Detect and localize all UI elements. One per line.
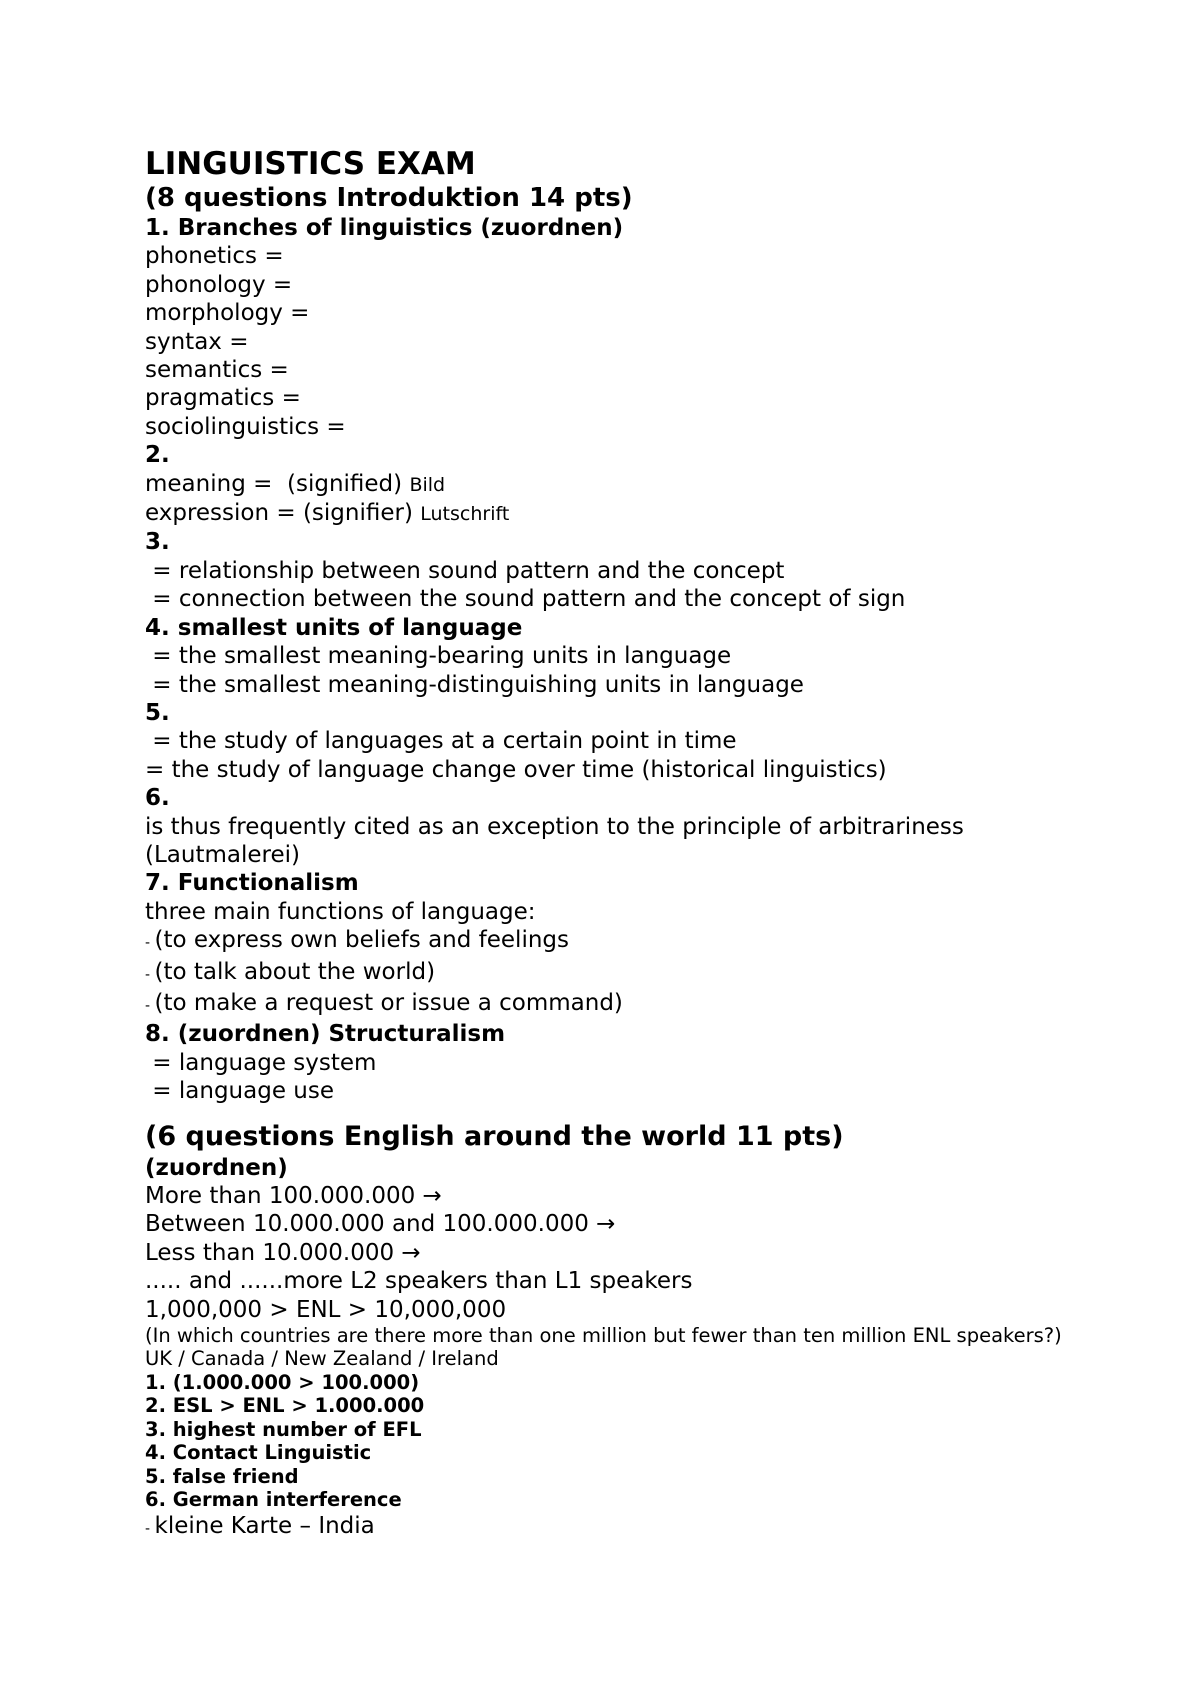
section2-answer: 5. false friend (145, 1464, 299, 1488)
section2-countries: UK / Canada / New Zealand / Ireland (145, 1347, 499, 1371)
section2-answer: 6. German interference (145, 1488, 402, 1512)
q1-item: syntax = (145, 328, 249, 355)
q1-item: morphology = (145, 300, 310, 327)
q2-line (145, 470, 1165, 499)
section2-last-text: kleine Karte – India (154, 1512, 375, 1539)
q8-line: = language use (145, 1078, 334, 1105)
bullet-dash: - (145, 1520, 155, 1537)
q4-line: = the smallest meaning-bearing units in language (145, 643, 732, 670)
section2-answer: 1. (1.000.000 > 100.000) (145, 1370, 420, 1394)
q7-bullet-item (145, 926, 1165, 957)
q2-line (145, 499, 1165, 528)
q7-intro: three main functions of language: (145, 898, 536, 925)
q8-heading: 8. (zuordnen) Structuralism (145, 1021, 506, 1048)
q1-item: phonetics = (145, 243, 284, 270)
bullet-dash: - (145, 966, 155, 983)
bullet-dash: - (145, 935, 155, 952)
q2-line-text: expression = (signifier) (145, 500, 421, 527)
section2-answer: 3. highest number of EFL (145, 1417, 422, 1441)
q7-heading: 7. Functionalism (145, 870, 359, 897)
section2-last-item (145, 1512, 1165, 1543)
q7-bullet-text: (to express own beliefs and feelings (154, 927, 569, 954)
q7-bullet-text: (to talk about the world) (154, 958, 436, 985)
q6-line: is thus frequently cited as an exception to the principle of arbitrariness (145, 813, 964, 840)
q2-line-note: Lutschrift (420, 503, 510, 526)
q1-item: pragmatics = (145, 385, 301, 412)
section2-note: (In which countries are there more than one million but fewer than ten million ENL speakers?) (145, 1324, 1062, 1348)
bullet-dash: - (145, 997, 155, 1014)
section2-line: ..... and ......more L2 speakers than L1 speakers (145, 1268, 693, 1295)
q2-heading: 2. (145, 442, 170, 469)
q1-item: sociolinguistics = (145, 413, 346, 440)
section2-line: Between 10.000.000 and 100.000.000 → (145, 1211, 616, 1238)
q5-line: = the study of language change over time (historical linguistics) (145, 756, 887, 783)
q1-item: semantics = (145, 357, 289, 384)
q4-line: = the smallest meaning-distinguishing units in language (145, 671, 804, 698)
q3-line: = relationship between sound pattern and the concept (145, 557, 785, 584)
section2-answer: 2. ESL > ENL > 1.000.000 (145, 1394, 425, 1418)
q7-bullet-text: (to make a request or issue a command) (154, 989, 623, 1016)
q6-line: (Lautmalerei) (145, 841, 300, 868)
section1-heading: (8 questions Introduktion 14 pts) (145, 183, 633, 213)
q1-item: phonology = (145, 271, 293, 298)
page-title: LINGUISTICS EXAM (145, 146, 476, 182)
q6-heading: 6. (145, 785, 170, 812)
q7-bullet-item (145, 989, 1165, 1020)
q2-line-text: meaning = (signified) (145, 470, 410, 497)
q3-line: = connection between the sound pattern and the concept of sign (145, 586, 906, 613)
document-page (145, 146, 1165, 1543)
q4-heading: 4. smallest units of language (145, 614, 523, 641)
q5-heading: 5. (145, 699, 170, 726)
section2-subheading: (zuordnen) (145, 1154, 288, 1181)
section2-line: More than 100.000.000 → (145, 1183, 442, 1209)
section2-answer: 4. Contact Linguistic (145, 1441, 372, 1465)
section2-line: 1,000,000 > ENL > 10,000,000 (145, 1296, 507, 1323)
q8-line: = language system (145, 1049, 377, 1076)
section2-line: Less than 10.000.000 → (145, 1239, 421, 1266)
q3-heading: 3. (145, 529, 170, 556)
q5-line: = the study of languages at a certain point in time (145, 728, 737, 755)
q2-line-note: Bild (409, 473, 446, 496)
q1-heading: 1. Branches of linguistics (zuordnen) (145, 215, 624, 241)
q7-bullet-item (145, 958, 1165, 989)
section2-heading: (6 questions English around the world 11 pts) (145, 1120, 844, 1152)
